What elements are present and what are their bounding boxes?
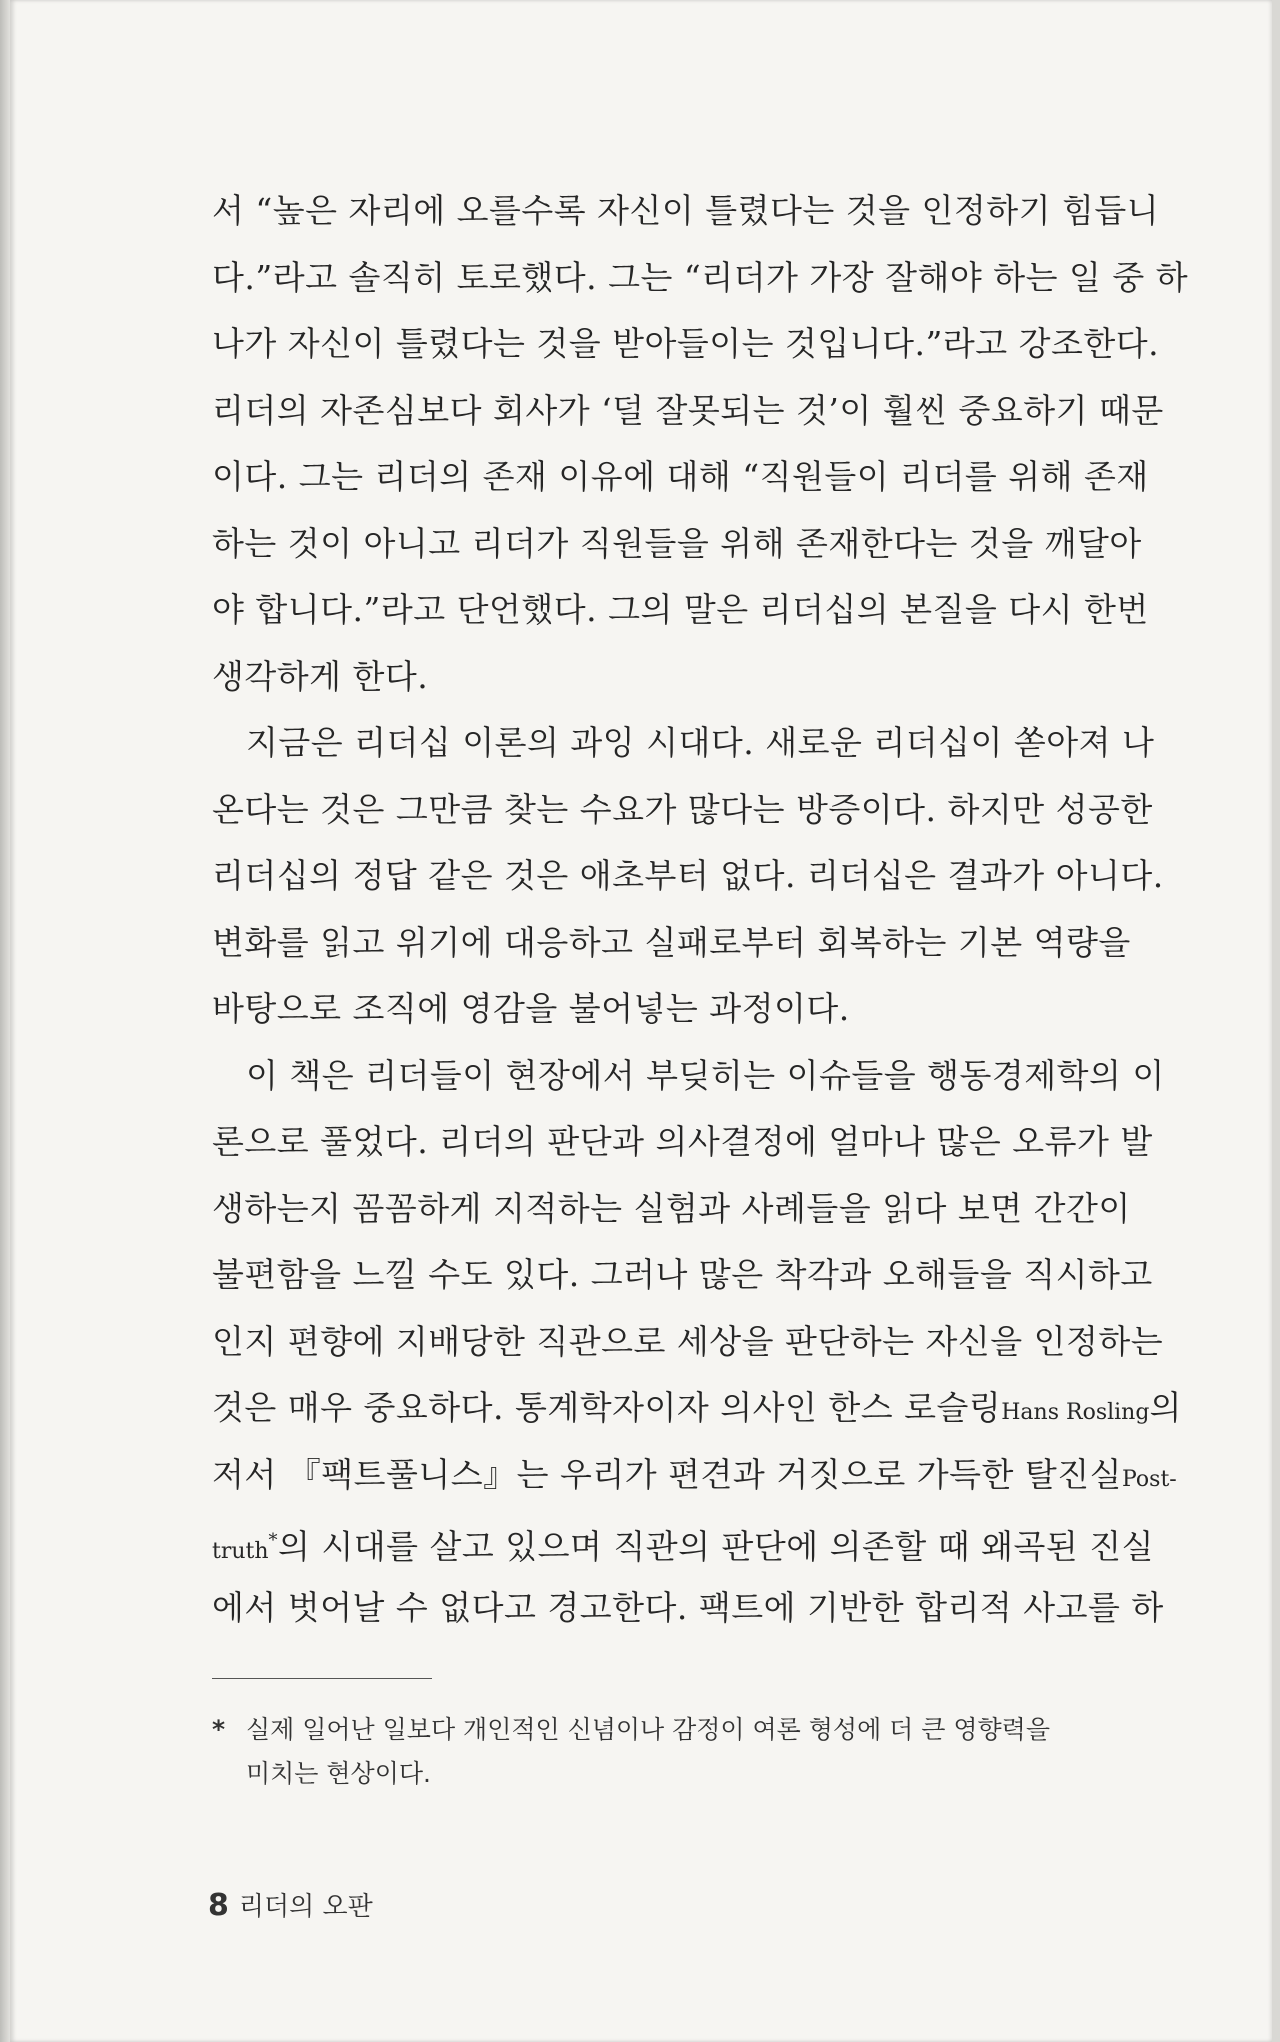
body-line-text: 의 시대를 살고 있으며 직관의 판단에 의존할 때 왜곡된 진실 (278, 1527, 1155, 1566)
footnote (212, 1708, 1116, 1796)
body-line: 나가 자신이 틀렸다는 것을 받아들이는 것입니다.”라고 강조한다. (212, 324, 1160, 363)
latin-term: Post- (1122, 1466, 1177, 1492)
body-line: 다.”라고 솔직히 토로했다. 그는 “리더가 가장 잘해야 하는 일 중 하 (212, 257, 1189, 297)
body-line (212, 1442, 1177, 1509)
body-line: 하는 것이 아니고 리더가 직원들을 위해 존재한다는 것을 깨달아 (212, 523, 1142, 563)
body-line: 지금은 리더십 이론의 과잉 시대다. 새로운 리더십이 쏟아져 나 (246, 723, 1155, 762)
footnote-divider (212, 1678, 432, 1679)
body-line: 바탕으로 조직에 영감을 불어넣는 과정이다. (212, 989, 850, 1028)
body-line-text: 의 (1149, 1388, 1182, 1427)
body-line: 생각하게 한다. (212, 656, 429, 696)
body-line: 불편함을 느낄 수도 있다. 그러나 많은 착각과 오해들을 직시하고 (212, 1255, 1153, 1294)
body-line: 이다. 그는 리더의 존재 이유에 대해 “직원들이 리더를 위해 존재 (212, 457, 1149, 496)
page-edge (0, 0, 10, 2042)
body-line-text: 것은 매우 중요하다. 통계학자이자 의사인 한스 로슬링 (212, 1388, 1002, 1427)
body-line: 리더의 자존심보다 회사가 ‘덜 잘못되는 것’이 훨씬 중요하기 때문 (212, 390, 1164, 430)
body-line: 인지 편향에 지배당한 직관으로 세상을 판단하는 자신을 인정하는 (212, 1321, 1164, 1361)
body-line: 이 책은 리더들이 현장에서 부딪히는 이슈들을 행동경제학의 이 (246, 1055, 1165, 1095)
body-line: 생하는지 꼼꼼하게 지적하는 실험과 사례들을 읽다 보면 간간이 (212, 1188, 1131, 1228)
body-line: 야 합니다.”라고 단언했다. 그의 말은 리더십의 본질을 다시 한번 (212, 590, 1149, 629)
body-line (212, 1375, 1182, 1442)
latin-name: Hans Rosling (1001, 1400, 1150, 1425)
body-line: 온다는 것은 그만큼 찾는 수요가 많다는 방증이다. 하지만 성공한 (212, 789, 1153, 829)
footnote-mark: * (212, 1715, 226, 1744)
latin-term: truth (212, 1539, 269, 1564)
body-line (212, 1508, 1155, 1575)
body-line: 론으로 풀었다. 리더의 판단과 의사결정에 얼마나 많은 오류가 발 (212, 1122, 1153, 1161)
body-line: 리더십의 정답 같은 것은 애초부터 없다. 리더십은 결과가 아니다. (212, 856, 1164, 895)
page-number: 8 (208, 1888, 229, 1923)
body-line: 에서 벗어날 수 없다고 경고한다. 팩트에 기반한 합리적 사고를 하 (212, 1587, 1164, 1627)
footnote-marker: * (268, 1530, 279, 1551)
footnote-text: 실제 일어난 일보다 개인적인 신념이나 감정이 여론 형성에 더 큰 영향력을 (246, 1715, 1050, 1744)
body-line-text: 저서 『팩트풀니스』는 우리가 편견과 거짓으로 가득한 탈진실 (212, 1454, 1123, 1494)
body-text (212, 178, 1189, 1641)
page-footer (208, 1886, 373, 1923)
body-line: 변화를 읽고 위기에 대응하고 실패로부터 회복하는 기본 역량을 (212, 922, 1131, 962)
footnote-line (212, 1708, 1116, 1752)
footnote-line: 미치는 현상이다. (246, 1759, 431, 1788)
running-title: 리더의 오판 (238, 1892, 373, 1922)
body-line: 서 “높은 자리에 오를수록 자신이 틀렸다는 것을 인정하기 힘듭니 (212, 191, 1160, 230)
